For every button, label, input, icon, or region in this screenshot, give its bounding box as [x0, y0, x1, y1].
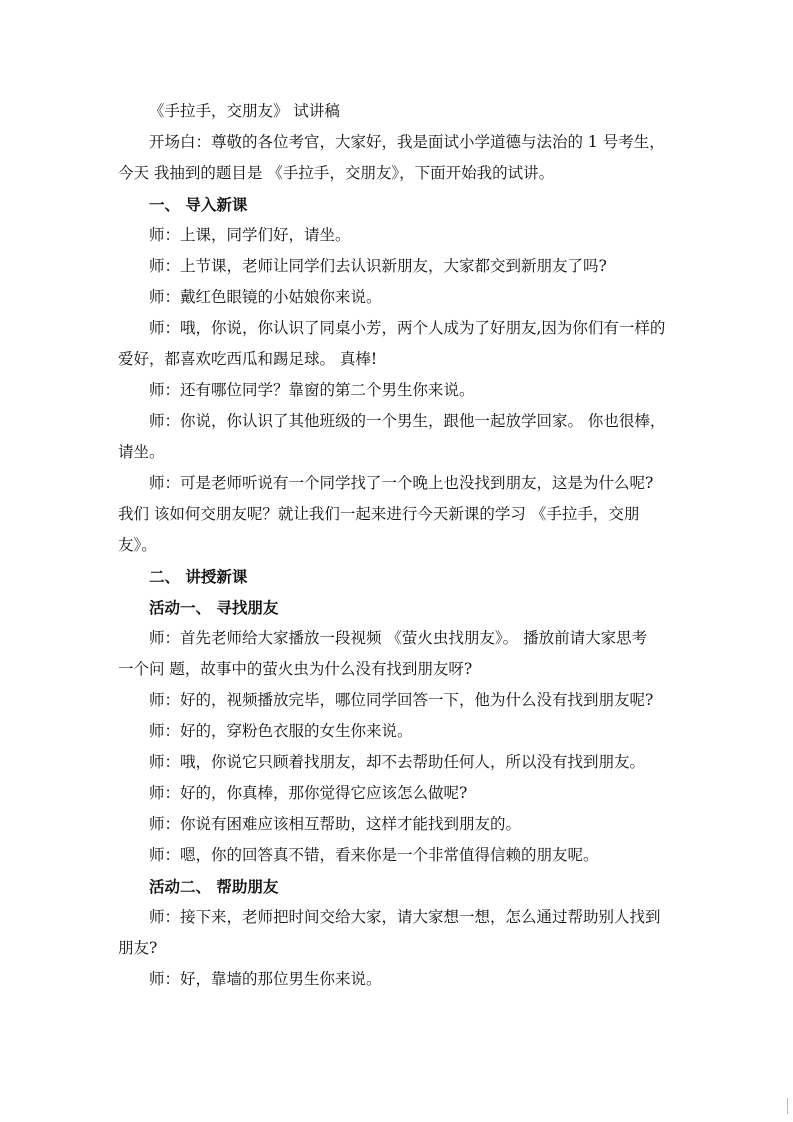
paragraph-line: 今天 我抽到的题目是 《手拉手，交朋友》，下面开始我的试讲。 [118, 164, 555, 182]
document-body [118, 96, 676, 995]
paragraph-line: 师：接下来，老师把时间交给大家，请大家想一想，怎么通过帮助别人找到 [149, 908, 661, 926]
paragraph-line: 开场白：尊敬的各位考官，大家好，我是面试小学道德与法治的 1 号考生， [149, 133, 665, 151]
paragraph-line: 朋友? [118, 939, 158, 957]
paragraph-line: 师：好的，视频播放完毕，哪位同学回答一下，他为什么没有找到朋友呢? [149, 691, 654, 709]
document-title: 《手拉手，交朋友》 试讲稿 [149, 102, 340, 120]
paragraph-line: 师：哦，你说，你认识了同桌小芳，两个人成为了好朋友,因为你们有一样的 [149, 319, 666, 337]
activity-heading: 活动一、 寻找朋友 [149, 598, 279, 617]
paragraph-line: 师：好的，穿粉色衣服的女生你来说。 [149, 722, 413, 740]
paragraph-line: 师：好的，你真棒，那你觉得它应该怎么做呢? [149, 784, 468, 802]
paragraph-line: 师：你说有困难应该相互帮助，这样才能找到朋友的。 [149, 815, 522, 833]
paragraph-line: 师：哦，你说它只顾着找朋友，却不去帮助任何人，所以没有找到朋友。 [149, 753, 646, 771]
paragraph-line: 爱好，都喜欢吃西瓜和踢足球。 真棒! [118, 350, 378, 368]
activity-heading: 活动二、 帮助朋友 [149, 877, 279, 896]
page-edge-mark [787, 1098, 788, 1114]
paragraph-line: 师：上节课，老师让同学们去认识新朋友，大家都交到新朋友了吗? [149, 257, 607, 275]
paragraph-line: 我们 该如何交朋友呢？就让我们一起来进行今天新课的学习 《手拉手，交朋 [118, 505, 640, 523]
paragraph-line: 师：可是老师听说有一个同学找了一个晚上也没找到朋友，这是为什么呢? [149, 474, 654, 492]
paragraph-line: 友》。 [118, 536, 157, 554]
paragraph-line: 请坐。 [118, 443, 165, 461]
paragraph-line: 一个问 题，故事中的萤火虫为什么没有找到朋友呀? [118, 660, 473, 678]
paragraph-line: 师：嗯，你的回答真不错，看来你是一个非常值得信赖的朋友呢。 [149, 846, 599, 864]
section-heading: 一、 导入新课 [149, 195, 248, 214]
paragraph-line: 师：上课，同学们好，请坐。 [149, 226, 351, 244]
paragraph-line: 师：好，靠墙的那位男生你来说。 [149, 970, 382, 988]
paragraph-line: 师：首先老师给大家播放一段视频 《萤火虫找朋友》。 播放前请大家思考 [149, 629, 648, 647]
section-heading: 二、 讲授新课 [149, 567, 248, 586]
paragraph-line: 师：还有哪位同学？靠窗的第二个男生你来说。 [149, 381, 475, 399]
paragraph-line: 师：戴红色眼镜的小姑娘你来说。 [149, 288, 382, 306]
paragraph-line: 师：你说，你认识了其他班级的一个男生，跟他一起放学回家。 你也很棒， [149, 412, 666, 430]
